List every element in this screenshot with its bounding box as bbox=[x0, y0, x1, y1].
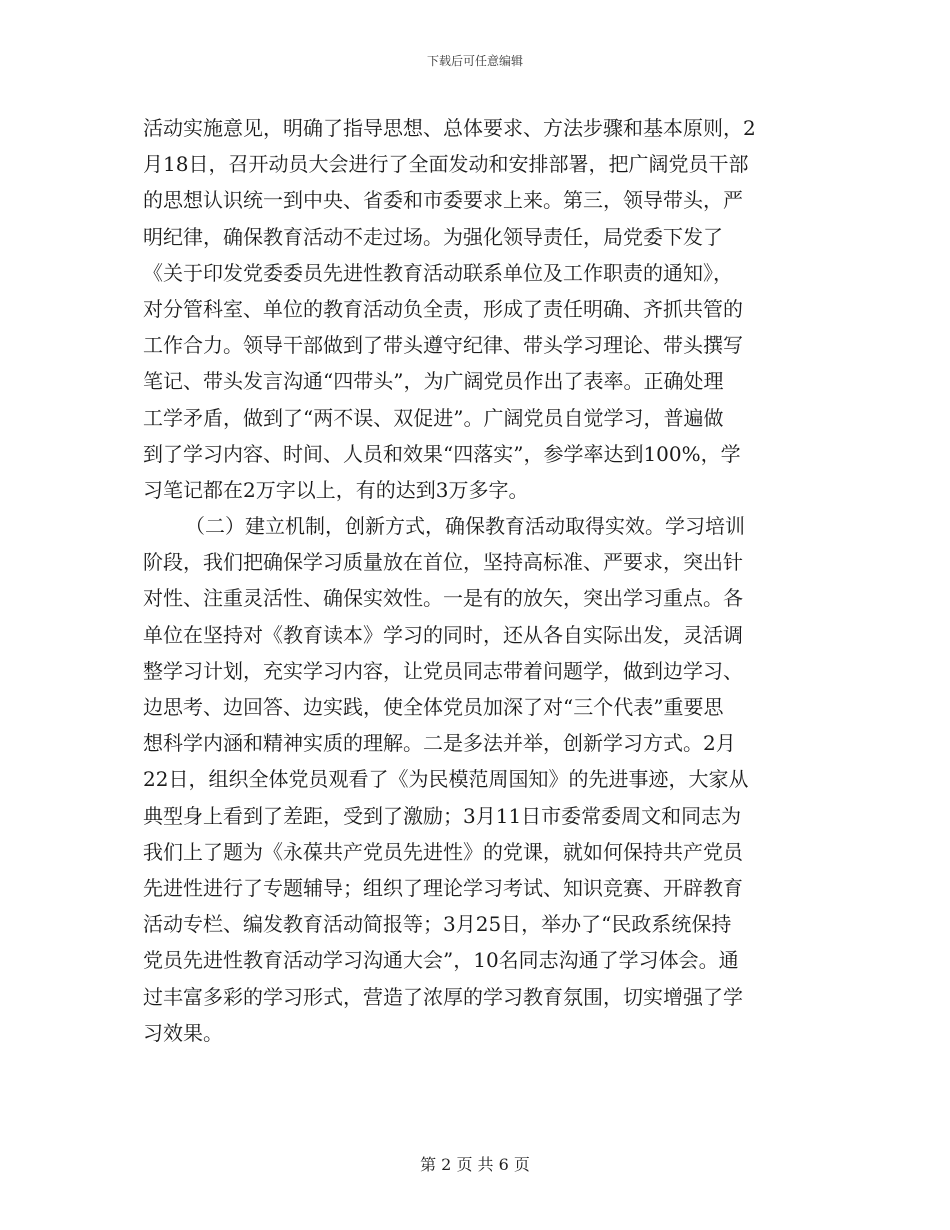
text-line: 我们上了题为《永葆共产党员先进性》的党课，就如何保持共产党员 bbox=[143, 839, 743, 864]
page-label-mid: 页 共 bbox=[456, 1155, 494, 1174]
document-body bbox=[143, 110, 807, 1051]
text-line: 工学矛盾，做到了“两不误、双促进”。广阔党员自觉学习，普遍做 bbox=[143, 405, 724, 430]
text-line: 笔记、带头发言沟通“四带头”，为广阔党员作出了表率。正确处理 bbox=[143, 369, 724, 394]
text-line: 对分管科室、单位的教育活动负全责，形成了责任明确、齐抓共管的 bbox=[143, 296, 743, 321]
text-line: 月18日，召开动员大会进行了全面发动和安排部署，把广阔党员干部 bbox=[143, 152, 749, 177]
total-pages-number: 6 bbox=[498, 1155, 509, 1174]
text-line: 22日，组织全体党员观看了《为民模范周国知》的先进事迹，大家从 bbox=[143, 767, 749, 792]
page-label-suffix: 页 bbox=[513, 1155, 530, 1174]
text-line: 过丰富多彩的学习形式，营造了浓厚的学习教育氛围，切实增强了学 bbox=[143, 984, 743, 1009]
text-line: 对性、注重灵活性、确保实效性。一是有的放矢，突出学习重点。各 bbox=[143, 586, 743, 611]
text-line: 阶段，我们把确保学习质量放在首位，坚持高标准、严要求，突出针 bbox=[143, 550, 743, 575]
text-line: 的思想认识统一到中央、省委和市委要求上来。第三，领导带头，严 bbox=[143, 188, 743, 213]
text-line: 工作合力。领导干部做到了带头遵守纪律、带头学习理论、带头撰写 bbox=[143, 333, 743, 358]
text-line: 到了学习内容、时间、人员和效果“四落实”，参学率达到100%，学 bbox=[143, 441, 741, 466]
text-line: 习笔记都在2万字以上，有的达到3万多字。 bbox=[143, 477, 529, 502]
text-line: 先进性进行了专题辅导；组织了理论学习考试、知识竞赛、开辟教育 bbox=[143, 875, 743, 900]
text-line: 典型身上看到了差距，受到了激励；3月11日市委常委周文和同志为 bbox=[143, 803, 742, 828]
text-line: 活动实施意见，明确了指导思想、总体要求、方法步骤和基本原则，2 bbox=[143, 116, 756, 140]
page-label-prefix: 第 bbox=[420, 1155, 437, 1174]
text-line: 明纪律，确保教育活动不走过场。为强化领导责任，局党委下发了 bbox=[143, 224, 723, 249]
text-line: 党员先进性教育活动学习沟通大会”，10名同志沟通了学习体会。通 bbox=[143, 948, 739, 973]
text-line: 想科学内涵和精神实质的理解。二是多法并举，创新学习方式。2月 bbox=[143, 731, 736, 756]
text-line: 习效果。 bbox=[143, 1020, 223, 1045]
text-line: 边思考、边回答、边实践，使全体党员加深了对“三个代表”重要思 bbox=[143, 695, 724, 719]
paragraph-start-line: （二）建立机制，创新方式，确保教育活动取得实效。学习培训 bbox=[185, 514, 745, 539]
text-line: 整学习计划，充实学习内容，让党员同志带着问题学，做到边学习、 bbox=[143, 658, 743, 683]
text-line: 活动专栏、编发教育活动简报等；3月25日，举办了“民政系统保持 bbox=[143, 912, 732, 937]
text-line: 单位在坚持对《教育读本》学习的同时，还从各自实际出发，灵活调 bbox=[143, 622, 743, 647]
current-page-number: 2 bbox=[441, 1155, 452, 1174]
text-line: 《关于印发党委委员先进性教育活动联系单位及工作职责的通知》， bbox=[143, 260, 733, 285]
page-header: 下载后可任意编辑 bbox=[426, 54, 523, 68]
page-footer bbox=[0, 1152, 950, 1175]
